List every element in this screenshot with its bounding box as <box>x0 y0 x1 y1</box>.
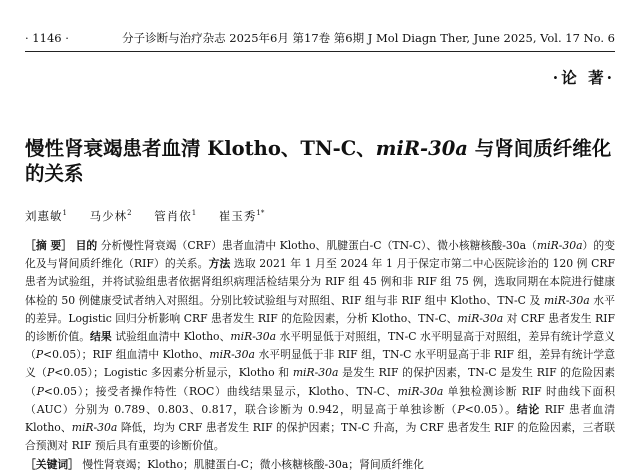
mir-term: miR-30a <box>292 366 339 380</box>
author <box>219 209 264 223</box>
author-affiliation: 1 <box>191 209 197 217</box>
abstract-text: 降低，均为 CRF 患者发生 RIF 的保护因素；TN-C 升高，为 CRF 患者发生 RIF 的危险因素，三者联合预测对 RIF 预后具有重要的诊断价值。 <box>25 421 615 453</box>
abstract-text: <0.05）；RIF 组血清中 Klotho、 <box>43 348 210 362</box>
author <box>154 209 196 223</box>
abstract-text: RIF 患者血清 Klotho、 <box>25 402 615 435</box>
section-label: ·论 著· <box>552 68 615 87</box>
methods-label: 方法 <box>208 257 231 271</box>
title-text-2: 与肾间质纤维化的关系 <box>25 137 612 185</box>
abstract-text: 分析慢性肾衰竭（CRF）患者血清中 Klotho、肌腱蛋白-C（TN-C）、微小核糖核酸-30a（ <box>100 239 537 252</box>
author-affiliation: 1 <box>62 209 67 217</box>
p-symbol: P <box>46 366 55 380</box>
mir-term: miR-30a <box>536 239 583 252</box>
header-divider <box>25 51 615 52</box>
article-title <box>25 136 615 186</box>
title-text-italic: miR-30a <box>375 137 468 160</box>
p-symbol: P <box>457 402 465 416</box>
title-text-1: 慢性肾衰竭患者血清 Klotho、TN-C、 <box>25 137 376 160</box>
mir-term: miR-30a <box>71 421 118 435</box>
author-name: 马少林 <box>89 208 128 223</box>
objective-label: 目的 <box>75 239 98 252</box>
running-header <box>25 29 615 47</box>
conclusion-label: 结论 <box>516 402 541 416</box>
keywords-tag: ［关键词］ <box>25 458 79 471</box>
author <box>90 209 132 223</box>
abstract-text: <0.05）；接受者操作特性（ROC）曲线结果显示，Klotho、TN-C、 <box>43 384 398 398</box>
author-name: 刘惠敏 <box>25 208 63 223</box>
abstract-text: 对 CRF 患者发生 RIF 的诊断价值。 <box>25 311 615 344</box>
mir-term: miR-30a <box>397 384 444 398</box>
mir-term: miR-30a <box>230 330 277 344</box>
keywords-text: 慢性肾衰竭；Klotho；肌腱蛋白-C；微小核糖核酸-30a；肾间质纤维化 <box>82 458 424 471</box>
abstract-text: <0.05）。 <box>464 402 517 416</box>
abstract-text: 单独检测诊断 RIF 时曲线下面积（AUC）分别为 0.789、0.803、0.817，联合诊断为 0.942，明显高于单独诊断（ <box>25 384 616 416</box>
abstract-text: 水平明显低于非 RIF 组，TN-C 水平明显高于非 RIF 组，差异有统计学意义（ <box>25 348 616 380</box>
abstract-text: 水平明显低于对照组，TN-C 水平明显高于对照组，差异有统计学意义（ <box>25 330 616 362</box>
author-list <box>25 205 615 224</box>
page-number: · 1146 · <box>25 31 69 45</box>
abstract-text: <0.05）；Logistic 多因素分析显示，Klotho 和 <box>54 366 293 380</box>
mir-term: miR-30a <box>209 348 255 362</box>
abstract-text: ）的变化及与肾间质纤维化（RIF）的关系。 <box>25 239 616 271</box>
journal-info: 分子诊断与治疗杂志 2025年6月 第17卷 第6期 J Mol Diagn Ther, June 2025, Vol. 17 No. 6 <box>122 31 615 45</box>
abstract-text: 是发生 RIF 的保护因素，TN-C 是发生 RIF 的危险因素（ <box>25 366 616 398</box>
abstract-text: 选取 2021 年 1 月至 2024 年 1 月于保定市第二中心医院诊治的 120 例 CRF 患者为试验组，并将试验组患者依据肾组织病理活检结果分为 RIF 组 45 例和非 RIF 组 75 例，选取同期在本院进行健康体检的 50 例健康受试者纳入对照组。分别比较试验组与对照组、RIF 组与非 RIF 组中 Klotho、TN-C 及 <box>25 257 616 307</box>
author-name: 管肖依 <box>154 208 192 223</box>
author-affiliation: 1* <box>256 209 265 217</box>
mir-term: miR-30a <box>457 311 504 325</box>
abstract-text: 水平的差异。Logistic 回归分析影响 CRF 患者发生 RIF 的危险因素，分析 Klotho、TN-C、 <box>25 293 615 325</box>
keywords <box>25 456 615 474</box>
p-symbol: P <box>36 384 44 398</box>
abstract-tag: ［摘 要］ <box>25 239 73 252</box>
mir-term: miR-30a <box>544 293 590 307</box>
p-symbol: P <box>35 348 44 362</box>
author <box>25 209 67 223</box>
abstract-text: 试验组血清中 Klotho、 <box>115 330 231 344</box>
abstract <box>25 237 615 455</box>
results-label: 结果 <box>90 330 112 344</box>
author-name: 崔玉秀 <box>218 208 257 223</box>
author-affiliation: 2 <box>127 209 132 217</box>
